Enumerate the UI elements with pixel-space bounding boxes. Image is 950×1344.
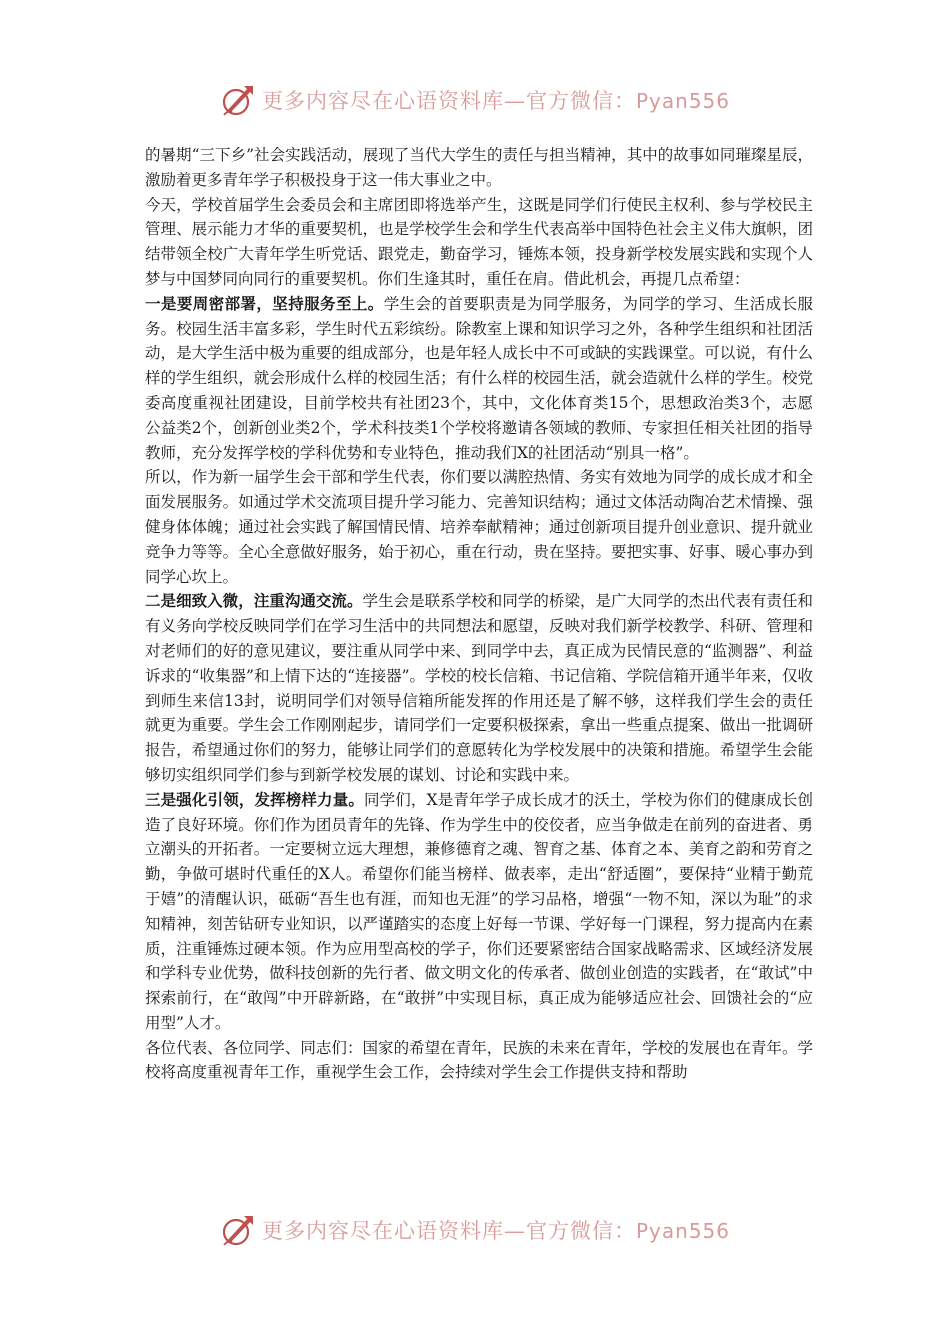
footer-banner bbox=[0, 1210, 950, 1250]
paragraph-1 bbox=[145, 143, 813, 193]
paragraph-text: 各位代表、各位同学、同志们：国家的希望在青年，民族的未来在青年，学校的发展也在青年。学校将高度重视青年工作，重视学生会工作，会持续对学生会工作提供支持和帮助 bbox=[145, 1038, 813, 1082]
banner-text bbox=[262, 1215, 730, 1245]
banner-wechat-id: Pyan556 bbox=[635, 1219, 730, 1243]
header-banner bbox=[0, 80, 950, 120]
paragraph-text: 今天，学校首届学生会委员会和主席团即将选举产生，这既是同学们行使民主权利、参与学校民主管理、展示能力才华的重要契机，也是学校学生会和学生代表高举中国特色社会主义伟大旗帜，团结带领全校广大青年学生听党话、跟党走，勤奋学习，锤炼本领，投身新学校发展实践和实现个人梦与中国梦同向同行的重要契机。你们生逢其时，重任在肩。借此机会，再提几点希望： bbox=[145, 195, 813, 288]
pen-quill-logo-icon bbox=[220, 1212, 256, 1248]
paragraph-7 bbox=[145, 1036, 813, 1086]
document-body bbox=[145, 143, 813, 1085]
paragraph-2 bbox=[145, 193, 813, 292]
banner-content bbox=[220, 82, 730, 118]
paragraph-lead: 一是要周密部署，坚持服务至上。 bbox=[145, 294, 384, 313]
banner-slogan: 更多内容尽在心语资料库—官方微信： bbox=[261, 89, 636, 113]
paragraph-lead: 三是强化引领，发挥榜样力量。 bbox=[145, 790, 364, 809]
paragraph-4 bbox=[145, 465, 813, 589]
paragraph-text: 同学们，X是青年学子成长成才的沃土，学校为你们的健康成长创造了良好环境。你们作为团员青年的先锋、作为学生中的佼佼者，应当争做走在前列的奋进者、勇立潮头的开拓者。一定要树立远大理想，兼修德育之魂、智育之基、体育之本、美育之韵和劳育之勤，争做可堪时代重任的X人。希望你们能当榜样、做表率，走出“舒适圈”，要保持“业精于勤荒于嬉”的清醒认识，砥砺“吾生也有涯，而知也无涯”的学习品格，增强“一物不知，深以为耻”的求知精神，刻苦钻研专业知识，以严谨踏实的态度上好每一节课、学好每一门课程，努力提高内在素质，注重锤炼过硬本领。作为应用型高校的学子，你们还要紧密结合国家战略需求、区域经济发展和学科专业优势，做科技创新的先行者、做文明文化的传承者、做创业创造的实践者，在“敢试”中探索前行，在“敢闯”中开辟新路，在“敢拼”中实现目标，真正成为能够适应社会、回馈社会的“应用型”人才。 bbox=[145, 790, 813, 1032]
banner-content bbox=[220, 1212, 730, 1248]
paragraph-lead: 二是细致入微，注重沟通交流。 bbox=[145, 592, 363, 611]
banner-text bbox=[262, 85, 730, 115]
banner-wechat-id: Pyan556 bbox=[635, 89, 730, 113]
pen-quill-logo-icon bbox=[220, 82, 256, 118]
paragraph-text: 所以，作为新一届学生会干部和学生代表，你们要以满腔热情、务实有效地为同学的成长成才和全面发展服务。如通过学术交流项目提升学习能力、完善知识结构；通过文体活动陶冶艺术情操、强健身体体魄；通过社会实践了解国情民情、培养奉献精神；通过创新项目提升创业意识、提升就业竞争力等等。全心全意做好服务，始于初心，重在行动，贵在坚持。要把实事、好事、暖心事办到同学心坎上。 bbox=[145, 468, 813, 586]
paragraph-text: 的暑期“三下乡”社会实践活动，展现了当代大学生的责任与担当精神，其中的故事如同璀璨星辰，激励着更多青年学子积极投身于这一伟大事业之中。 bbox=[145, 146, 813, 189]
paragraph-text: 学生会的首要职责是为同学服务，为同学的学习、生活成长服务。校园生活丰富多彩，学生时代五彩缤纷。除教室上课和知识学习之外，各种学生组织和社团活动，是大学生活中极为重要的组成部分，也是年轻人成长中不可或缺的实践课堂。可以说，有什么样的学生组织，就会形成什么样的校园生活；有什么样的校园生活，就会造就什么样的学生。校党委高度重视社团建设，目前学校共有社团23个，其中，文化体育类15个，思想政治类3个，志愿公益类2个，创新创业类2个，学术科技类1个学校将邀请各领域的教师、专家担任相关社团的指导教师，充分发挥学校的学科优势和专业特色，推动我们X的社团活动“别具一格”。 bbox=[145, 294, 813, 462]
banner-slogan: 更多内容尽在心语资料库—官方微信： bbox=[261, 1219, 636, 1243]
paragraph-3 bbox=[145, 292, 813, 466]
paragraph-6 bbox=[145, 788, 813, 1036]
paragraph-5 bbox=[145, 589, 813, 787]
paragraph-text: 学生会是联系学校和同学的桥梁，是广大同学的杰出代表有责任和有义务向学校反映同学们在学习生活中的共同想法和愿望，反映对我们新学校教学、科研、管理和对老师们的好的意见建议，要注重从同学中来、到同学中去，真正成为民情民意的“监测器”、利益诉求的“收集器”和上情下达的“连接器”。学校的校长信箱、书记信箱、学院信箱开通半年来，仅收到师生来信13封，说明同学们对领导信箱所能发挥的作用还是了解不够，这样我们学生会的责任就更为重要。学生会工作刚刚起步，请同学们一定要积极探索，拿出一些重点提案、做出一批调研报告，希望通过你们的努力，能够让同学们的意愿转化为学校发展中的决策和措施。希望学生会能够切实组织同学们参与到新学校发展的谋划、讨论和实践中来。 bbox=[145, 592, 813, 784]
